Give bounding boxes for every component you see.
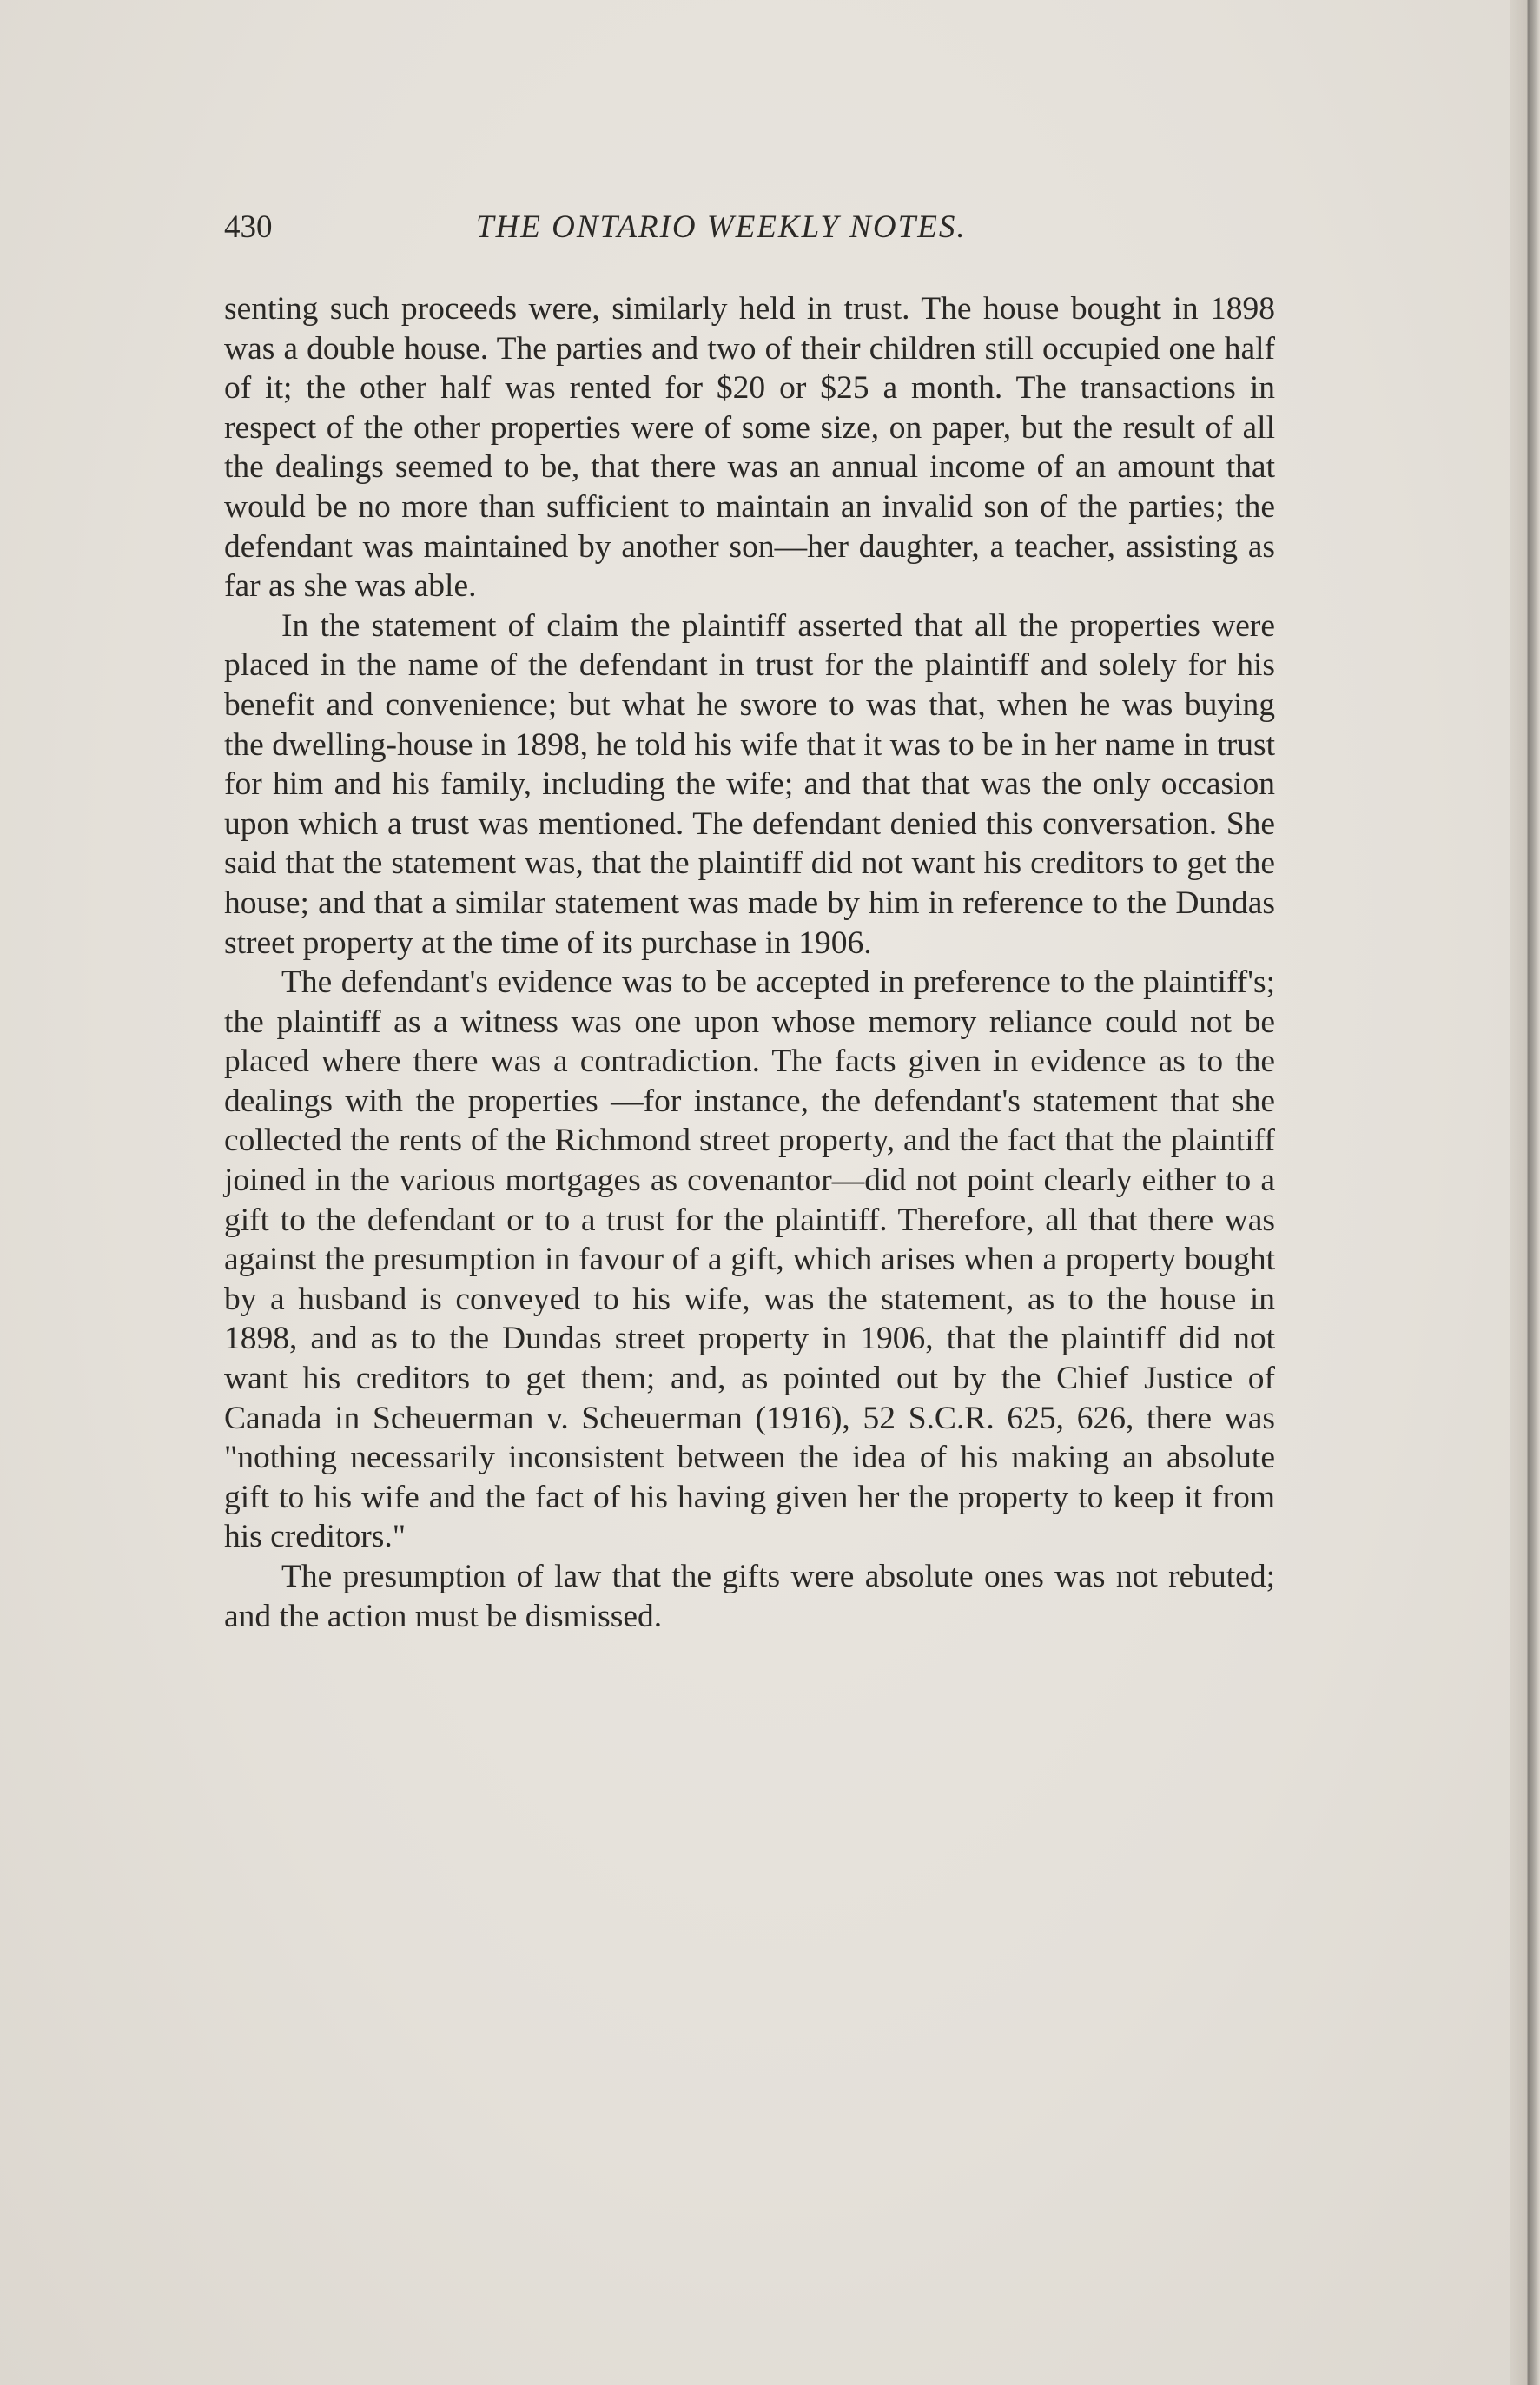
page-number: 430 (224, 209, 273, 245)
paragraph-1: senting such proceeds were, similarly held in trust. The house bought in 1898 was a double house. The parties and two of their children still occupied one half of it; the other half was rented for $20 or $25 a month. The transactions in respect of the other properties were of some size, on paper, but the result of all the dealings seemed to be, that there was an annual income of an amount that would be no more than sufficient to maintain an invalid son of the parties; the defendant was maintained by another son—her daughter, a teacher, assisting as far as she was able. (224, 291, 1275, 605)
paragraph-2: In the statement of claim the plaintiff asserted that all the properties were placed in the name of the defendant in trust for the plaintiff and solely for his benefit and convenience; but what he swore to was that, when he was buying the dwelling-house in 1898, he told his wife that it was to be in her name in trust for him and his family, including the wife; and that that was the only occasion upon which a trust was mentioned. The defendant denied this conversation. She said that the statement was, that the plaintiff did not want his creditors to get the house; and that a similar statement was made by him in reference to the Dundas street property at the time of its purchase in 1906. (224, 607, 1275, 961)
running-title: THE ONTARIO WEEKLY NOTES. (476, 209, 967, 245)
page-header (224, 209, 1275, 261)
paragraph-4: The presumption of law that the gifts were absolute ones was not rebuted; and the action must be dismissed. (224, 1559, 1275, 1634)
page-binding-edge (1510, 0, 1540, 2385)
paragraph-3: The defendant's evidence was to be accepted in preference to the plaintiff's; the plaintiff as a witness was one upon whose memory reliance could not be placed where there was a contradiction. The facts given in evidence as to the dealings with the properties —for instance, the defendant's statement that she collected the rents of the Richmond street property, and the fact that the plaintiff joined in the various mortgages as covenantor—did not point clearly either to a gift to the defendant or to a trust for the plaintiff. Therefore, all that there was against the presumption in favour of a gift, which arises when a property bought by a husband is conveyed to his wife, was the statement, as to the house in 1898, and as to the Dundas street property in 1906, that the plaintiff did not want his creditors to get them; and, as pointed out by the Chief Justice of Canada in Scheuerman v. Scheuerman (1916), 52 S.C.R. 625, 626, there was "nothing necessarily inconsistent between the idea of his making an absolute gift to his wife and the fact of his having given her the property to keep it from his creditors." (224, 964, 1275, 1555)
body-text (224, 289, 1275, 1636)
